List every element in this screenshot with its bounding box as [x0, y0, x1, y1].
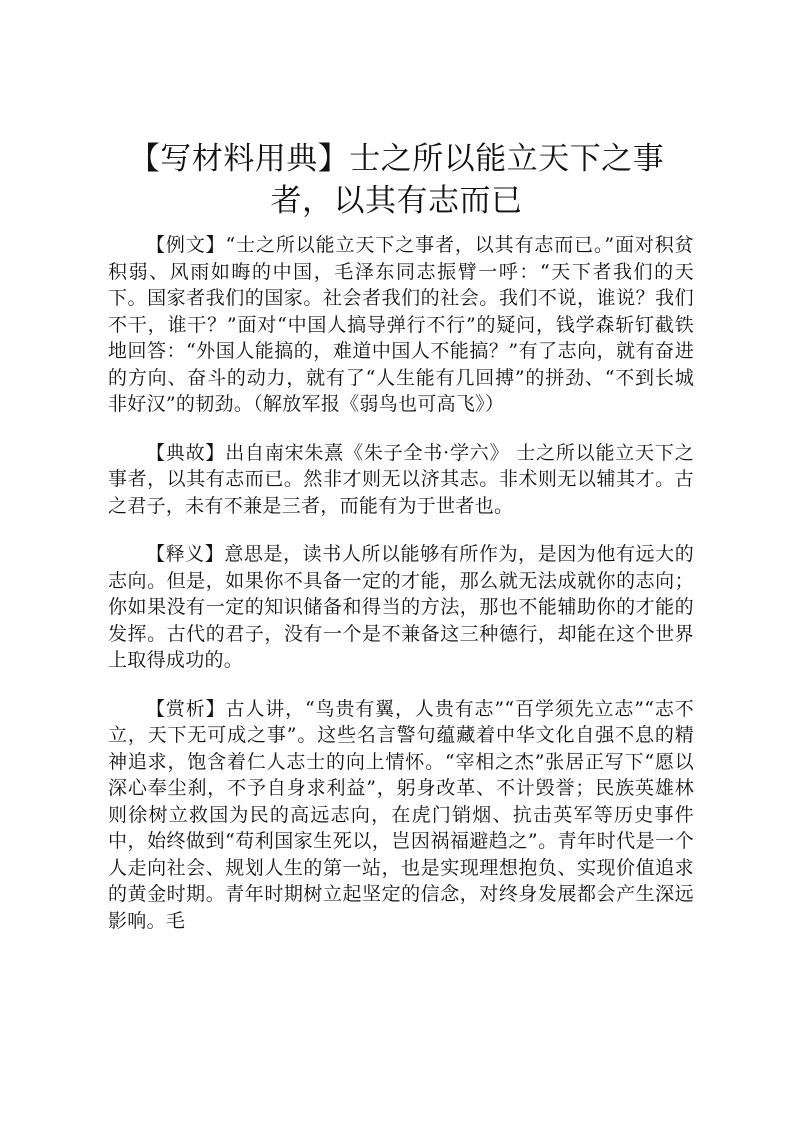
document-body	[108, 232, 694, 956]
paragraph-example: 【例文】“士之所以能立天下之事者，以其有志而已。”面对积贫积弱、风雨如晦的中国，毛泽东同志振臂一呼：“天下者我们的天下。国家者我们的国家。社会者我们的社会。我们不说，谁说？我们不干，谁干？”面对“中国人搞导弹行不行”的疑问，钱学森斩钉截铁地回答：“外国人能搞的，难道中国人不能搞？”有了志向，就有奋进的方向、奋斗的动力，就有了“人生能有几回搏”的拼劲、“不到长城非好汉”的韧劲。（解放军报《弱鸟也可高飞》）	[108, 234, 694, 415]
paragraph-interpretation: 【释义】意思是，读书人所以能够有所作为，是因为他有远大的志向。但是，如果你不具备一定的才能，那么就无法成就你的志向；你如果没有一定的知识储备和得当的方法，那也不能辅助你的才能的发挥。古代的君子，没有一个是不兼备这三种德行，却能在这个世界上取得成功的。	[108, 543, 694, 671]
paragraph-appreciation: 【赏析】古人讲，“鸟贵有翼，人贵有志”“百学须先立志”“志不立，天下无可成之事”。这些名言警句蕴藏着中华文化自强不息的精神追求，饱含着仁人志士的向上情怀。“宰相之杰”张居正写下“愿以深心奉尘刹，不予自身求利益”，躬身改革、不计毁誉；民族英雄林则徐树立救国为民的高远志向，在虎门销烟、抗击英军等历史事件中，始终做到“苟利国家生死以，岂因祸福避趋之”。青年时代是一个人走向社会、规划人生的第一站，也是实现理想抱负、实现价值追求的黄金时期。青年时期树立起坚定的信念，对终身发展都会产生深远影响。毛	[108, 697, 694, 932]
document-title: 【写材料用典】士之所以能立天下之事者，以其有志而已	[128, 141, 665, 219]
paragraph-allusion: 【典故】出自南宋朱熹《朱子全书·学六》 士之所以能立天下之事者，以其有志而已。然非才则无以济其志。非术则无以辅其才。古之君子，未有不兼是三者，而能有为于世者也。	[108, 441, 694, 517]
